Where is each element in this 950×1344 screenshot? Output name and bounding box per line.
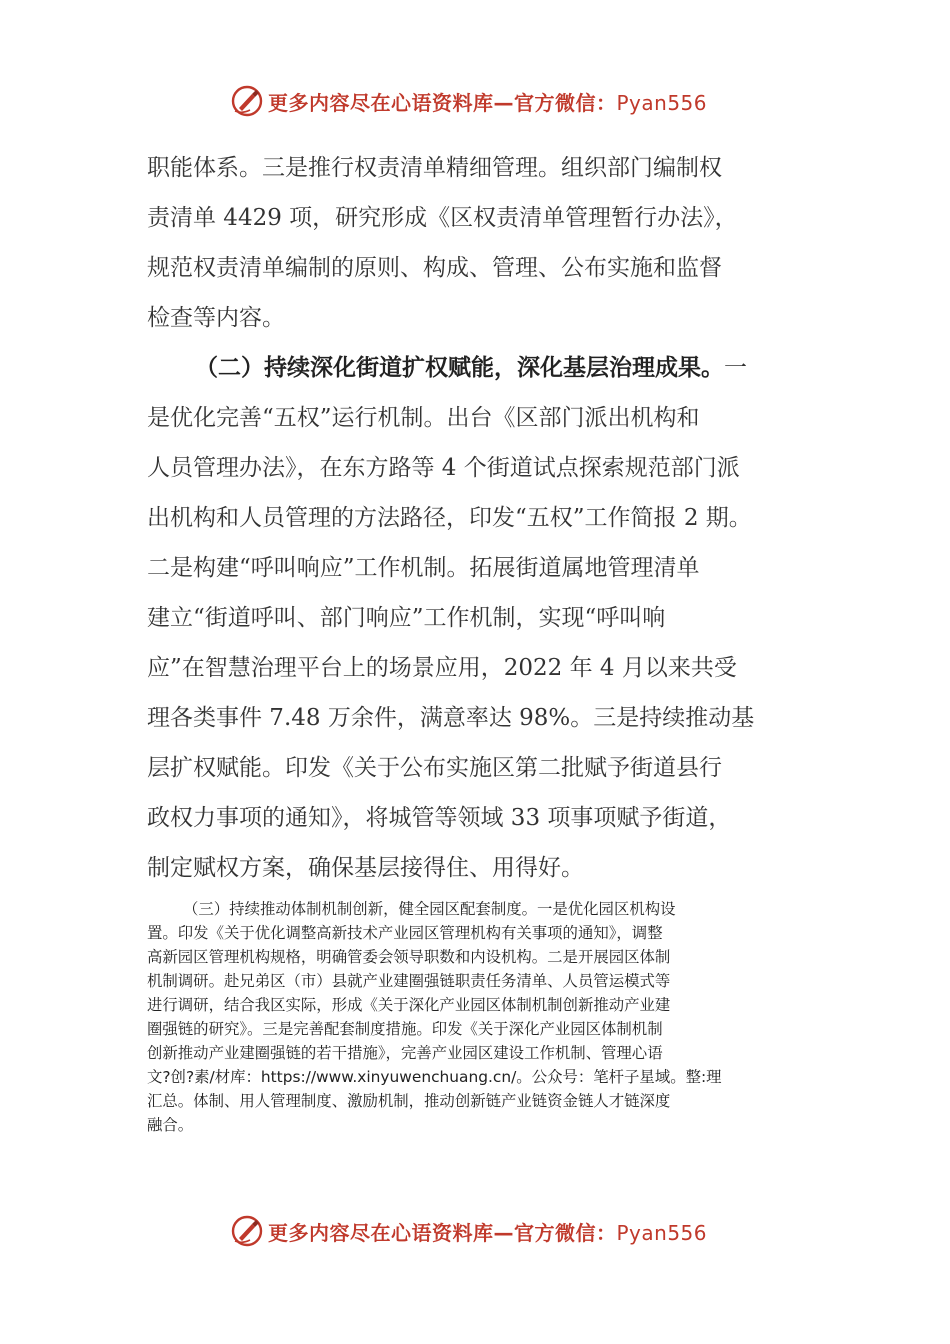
body-line-13: 政权力事项的通知》，将城管等领域 33 项事项赋予街道， xyxy=(147,805,732,831)
body-line-10: 应”在智慧治理平台上的场景应用，2022 年 4 月以来共受 xyxy=(147,655,737,681)
body-line-7: 出机构和人员管理的方法路径，印发“五权”工作简报 2 期。 xyxy=(147,505,752,531)
body-line-8: 二是构建“呼叫响应”工作机制。拓展街道属地管理清单 xyxy=(147,555,700,581)
small-line-5: 进行调研，结合我区实际，形成《关于深化产业园区体制机制创新推动产业建 xyxy=(147,996,671,1014)
small-line-10: 融合。 xyxy=(147,1116,194,1134)
body-line-5: 是优化完善“五权”运行机制。出台《区部门派出机构和 xyxy=(147,405,700,431)
section-heading-2 xyxy=(195,353,747,383)
section-heading-2-rest: 一 xyxy=(724,355,747,381)
footer-banner xyxy=(0,1210,950,1250)
section-heading-2-title: （二）持续深化街道扩权赋能，深化基层治理成果。 xyxy=(195,354,724,381)
body-line-4: 检查等内容。 xyxy=(147,305,285,331)
wechat-id: Pyan556 xyxy=(616,1220,708,1245)
small-line-8: 文?创?素/材库：https://www.xinyuwenchuang.cn/。公众号：笔杆子星域。整:理 xyxy=(147,1068,722,1086)
header-banner xyxy=(0,80,950,120)
body-line-11: 理各类事件 7.48 万余件，满意率达 98%。三是持续推动基 xyxy=(147,705,755,731)
pen-logo-icon xyxy=(230,84,264,118)
small-line-7: 创新推动产业建圈强链的若干措施》，完善产业园区建设工作机制、管理心语 xyxy=(147,1044,663,1062)
section-3-paragraph xyxy=(147,897,809,1137)
body-line-9: 建立“街道呼叫、部门响应”工作机制，实现“呼叫响 xyxy=(147,605,666,631)
banner-text: 更多内容尽在心语资料库—官方微信：Pyan556 xyxy=(268,90,708,115)
small-line-2: 置。印发《关于优化调整高新技术产业园区管理机构有关事项的通知》，调整 xyxy=(147,924,663,942)
banner-text: 更多内容尽在心语资料库—官方微信：Pyan556 xyxy=(268,1220,708,1245)
body-line-2: 责清单 4429 项，研究形成《区权责清单管理暂行办法》， xyxy=(147,205,738,231)
small-line-1: （三）持续推动体制机制创新，健全园区配套制度。一是优化园区机构设 xyxy=(183,900,676,918)
body-line-1: 职能体系。三是推行权责清单精细管理。组织部门编制权 xyxy=(147,155,722,181)
small-line-6: 圈强链的研究》。三是完善配套制度措施。印发《关于深化产业园区体制机制 xyxy=(147,1020,663,1038)
wechat-id: Pyan556 xyxy=(616,90,708,115)
body-line-14: 制定赋权方案，确保基层接得住、用得好。 xyxy=(147,855,584,881)
body-line-3: 规范权责清单编制的原则、构成、管理、公布实施和监督 xyxy=(147,255,722,281)
body-line-12: 层扩权赋能。印发《关于公布实施区第二批赋予街道县行 xyxy=(147,755,722,781)
pen-logo-icon xyxy=(230,1214,264,1248)
small-line-4: 机制调研。赴兄弟区（市）县就产业建圈强链职责任务清单、人员管运模式等 xyxy=(147,972,671,990)
small-line-9: 汇总。体制、用人管理制度、激励机制，推动创新链产业链资金链人才链深度 xyxy=(147,1092,671,1110)
small-line-3: 高新园区管理机构规格，明确管委会领导职数和内设机构。二是开展园区体制 xyxy=(147,948,671,966)
body-line-6: 人员管理办法》，在东方路等 4 个街道试点探索规范部门派 xyxy=(147,455,740,481)
